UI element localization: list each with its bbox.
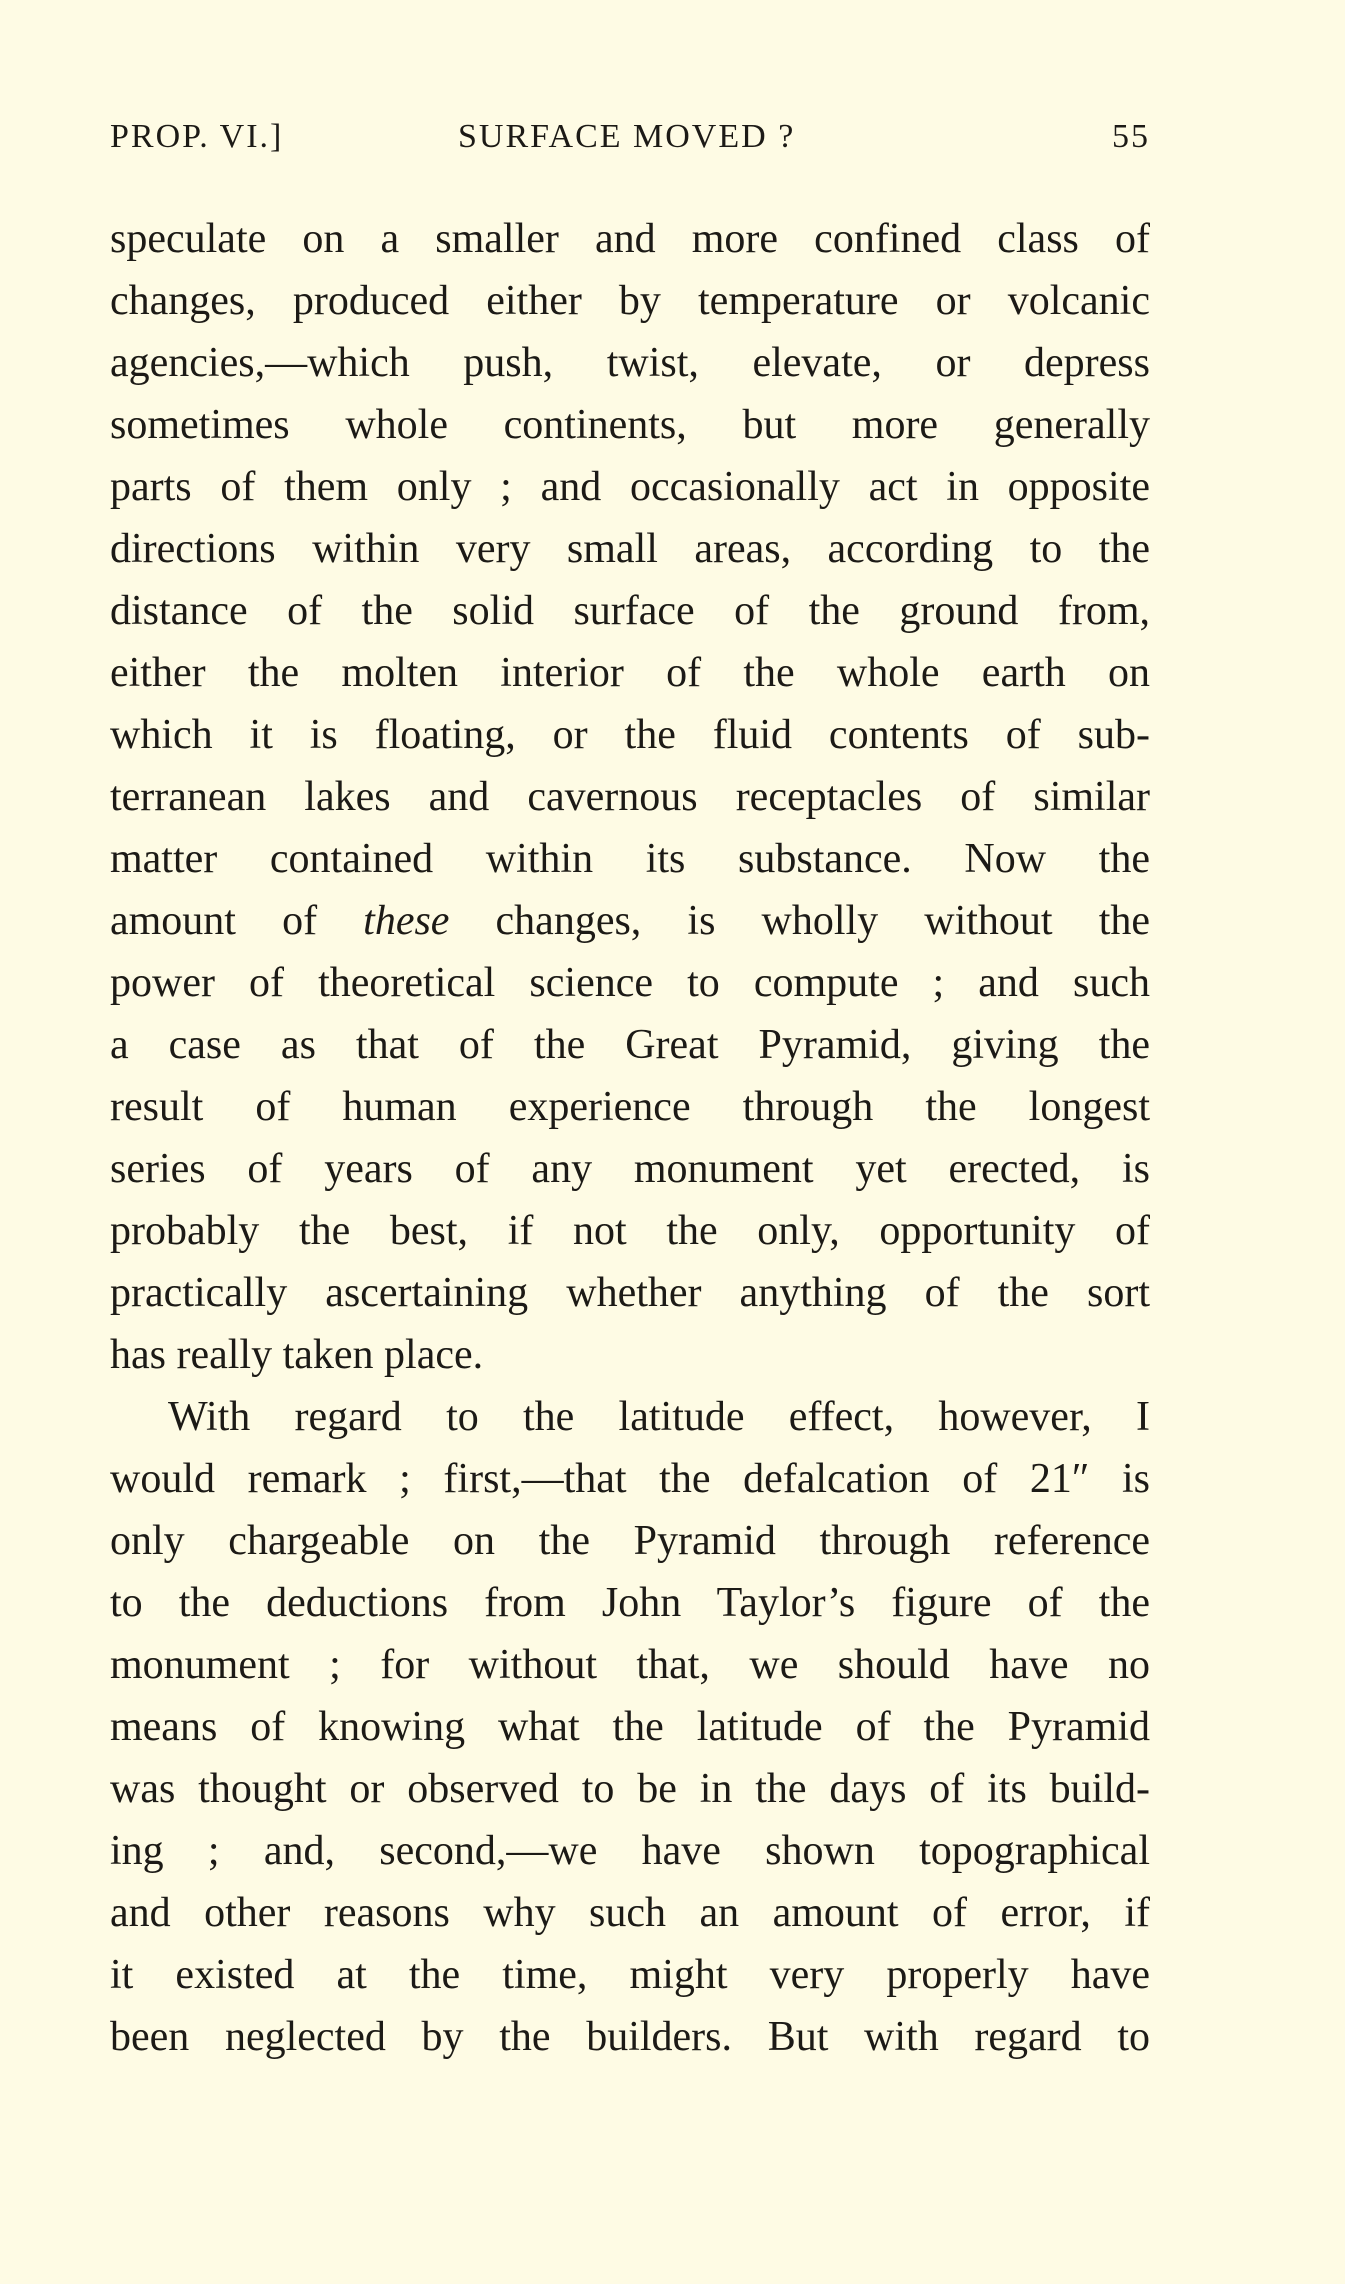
text-line: a case as that of the Great Pyramid, giving the <box>110 1022 1150 1068</box>
running-head-proposition: PROP. VI.] <box>110 118 284 155</box>
text-line: either the molten interior of the whole earth on <box>110 650 1150 696</box>
text-line: With regard to the latitude effect, however, I <box>168 1394 1150 1440</box>
text-line: ing ; and, second,—we have shown topographical <box>110 1828 1150 1874</box>
paragraph-2 <box>110 1386 1150 2068</box>
text-line: to the deductions from John Taylor’s figure of the <box>110 1580 1150 1626</box>
text-line: result of human experience through the longest <box>110 1084 1150 1130</box>
running-head <box>110 118 1150 168</box>
text-line: probably the best, if not the only, opportunity of <box>110 1208 1150 1254</box>
text-line: power of theoretical science to compute ; and such <box>110 960 1150 1006</box>
text-line: been neglected by the builders. But with regard to <box>110 2014 1150 2060</box>
text-line: only chargeable on the Pyramid through reference <box>110 1518 1150 1564</box>
page-number: 55 <box>1112 118 1150 155</box>
text-line: directions within very small areas, according to the <box>110 526 1150 572</box>
text-line: sometimes whole continents, but more generally <box>110 402 1150 448</box>
paragraph-1 <box>110 208 1150 1386</box>
text-line: matter contained within its substance. Now the <box>110 836 1150 882</box>
text-line: distance of the solid surface of the ground from, <box>110 588 1150 634</box>
text-line: series of years of any monument yet erected, is <box>110 1146 1150 1192</box>
text-fragment: amount of <box>110 898 364 944</box>
italic-word: these <box>363 898 450 944</box>
text-line: terranean lakes and cavernous receptacles of similar <box>110 774 1150 820</box>
text-line-with-italic <box>110 890 1150 952</box>
text-line: agencies,—which push, twist, elevate, or depress <box>110 340 1150 386</box>
text-line: and other reasons why such an amount of error, if <box>110 1890 1150 1936</box>
text-line: which it is floating, or the fluid contents of sub- <box>110 712 1150 758</box>
text-line: speculate on a smaller and more confined class of <box>110 216 1150 262</box>
text-line: means of knowing what the latitude of the Pyramid <box>110 1704 1150 1750</box>
text-fragment: changes, is wholly without the <box>449 898 1151 944</box>
text-line: was thought or observed to be in the days of its build- <box>110 1766 1150 1812</box>
running-head-title: SURFACE MOVED ? <box>458 118 796 155</box>
text-line: parts of them only ; and occasionally act in opposite <box>110 464 1150 510</box>
text-line: changes, produced either by temperature or volcanic <box>110 278 1150 324</box>
text-line: it existed at the time, might very properly have <box>110 1952 1150 1998</box>
text-line: would remark ; first,—that the defalcation of 21″ is <box>110 1456 1150 1502</box>
text-line: has really taken place. <box>110 1332 484 1378</box>
body-text <box>110 208 1150 2068</box>
text-line: practically ascertaining whether anything of the sort <box>110 1270 1150 1316</box>
text-line: monument ; for without that, we should have no <box>110 1642 1150 1688</box>
